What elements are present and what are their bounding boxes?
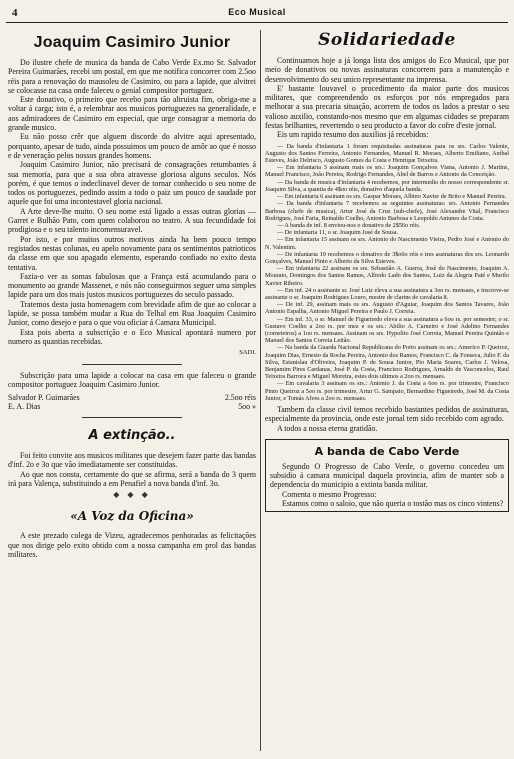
article-title-voz-oficina: «A Voz da Oficina»: [70, 509, 194, 524]
paragraph: Eu não posso crêr que alguem discorde do alvitre aqui apresentado, porquanto, apesar de tudo, ainda possuimos um pouco de amôr ao que é nosso e de veneração pelos nossos grandes homens.: [8, 132, 256, 160]
cabo-verde-box: [265, 439, 509, 512]
paragraph: Ao que nos consta, certamente do que se afirma, será a banda do 3 quem irá para Valença, substituindo a em Penafiel a nova banda d'inf. 3o.: [8, 469, 256, 488]
paragraph: Foi feito convite aos musicos militares que desejem fazer parte das bandas d'inf. 2o e 3o que vão imediatamente ser constituidas.: [8, 451, 256, 470]
list-item: — A banda de inf. 8 enviou-nos o donativo de 2$56o réis.: [277, 221, 421, 229]
list-item: — De infantaria 19 recebemos o donativo de 3$o6o réis e tres assinaturas dos srs. Leonardo Gonçalves, Manuel Pinto e Alberto da Silva Esteves.: [265, 250, 509, 265]
list-item: — Em infantaria 22 assinam os srs. Sebastião A. Guerra, José do Nascimento, Joaquim A. Mourato, Domingos dos Santos Ramos, Alfredo Lado dos Santos, Luiz da Alegria Paté e Murilo Xavier Ribeiro.: [265, 265, 509, 287]
left-column: [8, 28, 256, 753]
list-item: — Na banda da Guarda Nacional Republicana do Porto assinam os srs.: Americo P. Queiroz, Joaquim Dias, Ernesto da Rocha Pereira, Antonio dos Ramos, Francisco C. da Fonseca, Julio F. da Silva, Estanislau d'Oliveira, Joaquim P. de Sousa Junior, Pio Maria Soares, Carlos J. Velosa, Benjamim Pires Cardanas, José P. da Costa, Francisco Rodrigues, Arnaldo de Vasconcelos, Raul Teixeira Barroca e Miguel Moreira, estes dois ultimos a 2oo rs. mensaes.: [265, 344, 509, 381]
publication-name: Eco Musical: [228, 7, 286, 17]
paragraph: Segundo O Progresso de Cabo Verde, o governo concedeu um subsidio á camara municipal daquela provincia, afim de manter sob a dependencia do municipio a extinta banda militar.: [270, 461, 504, 490]
article-title-casimiro: Joaquim Casimiro Junior: [33, 34, 231, 51]
separator-rule: [82, 364, 181, 365]
paragraph: Tratemos desta justa homenagem com brevidade afim de que ao colocar a lapide, se possa também mudar a Rua do Telhal em Rua Joaquim Casimiro Junior, como desejo e para o que vou oficiar á Camara Municipal.: [8, 299, 256, 328]
list-item: — Da banda de musica d'infantaria 4 recebemos, por intermedio do nosso correspondente sr. Joaquim Silva, a quantia de 4$oo réis, donativo d'aquela banda.: [265, 178, 509, 193]
signature: SADI.: [239, 349, 256, 357]
article-title-solidariedade: Solidariedade: [318, 30, 456, 50]
donor-amount: 2.5oo réis: [224, 393, 256, 403]
list-item: — Em inf. 24 o assinante sr. José Luiz eleva a sua assinatura a 3oo rs. mensaes, e inscreve-se assinante o sr. Joaquim Rodrigues Louro, mestre de clarins de cavalaria 8.: [265, 286, 509, 301]
subscription-list: [8, 371, 256, 412]
paragraph: Fazia-o ver as somas fabulosas que a França está acumulando para o monumento ao grande Massenet, e nós não conseguirmos seguer uma simples lapide para um dos mais justos musicos portuguezes do seculo passado.: [8, 271, 256, 300]
column-divider: [260, 30, 261, 751]
page-header: [6, 4, 508, 23]
list-item: — Em cavalaria 3 assinam os srs.: Antonio J. da Costa a 6oo rs. por trimestre, Francisco Pinto Queiroz a 5oo rs. por trimestre, Artur G. Sampaio, Bernardino Figueiredo, José M. da Costa Junior, e Tomás Alves a 2oo rs. mensaes.: [265, 380, 509, 402]
paragraph: Estamos como o saloio, que não queria o tostão mas os cinco vintens?: [282, 499, 504, 509]
table-row: [8, 402, 256, 411]
donor-name: E. A. Dias: [8, 402, 41, 412]
list-item: — De inf. 29, assinam mais os srs. Augusto d'Aguiar, Joaquim dos Santos Tavares, João Antonio Espalha, Antonio Miguel Pereira e Paulo J. Correia.: [265, 301, 509, 316]
ornament-divider: ◆ ◆ ◆: [113, 490, 151, 500]
list-item: — Em inf. 33, o sr. Manuel de Figueiredo eleva a sua assinatura a 6oo rs. por semestre; o sr. Gustavo Coelho a 2oo rs. por mez e os srs.: Abilio A. Carneiro e José Adelino Fernandes (corneteiros) a 1oo rs. mensaes. Assinam os srs. Hypolito José Correia, Manuel Pereira Quintão e Manuel dos Santos Correia Leitão.: [265, 315, 509, 345]
table-row: [8, 393, 256, 402]
list-item: — Em infantaria 15 assinam os srs. Antonio do Nascimento Vieira, Pedro José e Antonio do N. Valentim.: [265, 236, 509, 251]
paragraph: A todos a nossa eterna gratidão.: [277, 423, 378, 433]
donor-amount: 5oo »: [238, 402, 256, 412]
paragraph: E' bastante louvavel o procedimento da maior parte dos musicos militares, que compreendendo os esforços por nós empregados para melhorar a sua precaria situação, acorrem de todos os lados a prestar o seu valioso auxilio, constando-nos mesmo que em algumas cidades se preparam festas brilhantes, revertendo o seu producto a favor do cofre d'este jornal.: [265, 83, 509, 131]
paragraph: Por isto, e por muitos outros motivos ainda ha bem pouco tempo registados nestas colunas, eu apelo novamente para os sentimentos patrioticos da classe em que sou apagado elemento, esperando confiado no exito desta tentativa.: [8, 234, 256, 272]
right-column: [265, 28, 509, 753]
donor-name: Salvador P. Guimarães: [8, 393, 80, 403]
paragraph: A Arte deve-lhe muito. O seu nome está ligado a essas outras glorias — Garret e Bulhão Pato, com quem colaborou no teatro. A sua fecundidade foi prodigiosa e o seu talento incomensuravel.: [8, 206, 256, 235]
donation-list: [265, 143, 509, 402]
list-item: — Em infantaria 6 assinam os srs. Gaspar Moraes, Albino Xavier de Brito e Manuel Pereira.: [277, 193, 507, 201]
list-item: — Em infantaria 3 assinam mais os srs.: Joaquim Gonçalves Viana, Antonio J. Martins, Manuel Francisco, João Pereira, Rodrigo Fernandes, Abel de Barros e Antonio da Conceição.: [265, 164, 509, 179]
subscription-table: [8, 393, 256, 411]
subscription-intro: Subscrição para uma lapide a colocar na casa em que faleceu o grande compositor portuguez Joaquim Casimiro Junior.: [8, 370, 256, 389]
separator-rule: [82, 417, 181, 418]
list-item: — De infantaria 11, o sr. Joaquim José de Sousa.: [277, 229, 399, 237]
paragraph: Tambem da classe civil temos recebido bastantes pedidos de assinaturas, especialmente da provincia, onde este jornal tem sido recebido com agrado.: [265, 404, 509, 424]
list-item: — Da banda d'infantaria 1 foram requisitadas assinaturas para os srs. Carlos Valente, Augusto dos Santos Ferreira, Antonio Fernandes, Manuel R. Moraes, Alberto Emiliano, Aníbal Esteves, João Delrisco, Augusto Gomes da Costa e Henrique Teixeira.: [265, 142, 509, 165]
list-item: — Da banda d'infantaria 7 recebemos as seguintes assinaturas: srs. Antonio Fernandes Barbosa (chefe de musica), Artur José da Cruz (sub-chefe), José Alexandre Vital, Francisco Rodrigues, José Faria, Reinaldo Coelho, Antonio Barbosa e Leopoldo Antunes da Costa.: [265, 200, 509, 222]
paragraph: Do ilustre chefe de musica da banda de Cabo Verde Ex.mo Sr. Salvador Pereira Guimarães, recebi um postal, em que me notifica concorrer com 2.5oo réis para a renovação do mausoleu de Casimiro, ou para a lapide, que alvitrei se colocasse na casa onde faleceu o genial compositor portuguez.: [8, 58, 256, 95]
paragraph: A este prezado colega de Vizeu, agradecemos penhoradas as felicitações que nos dirige pelo exito obtido com a nossa campanha em prol das bandas militares.: [8, 531, 256, 559]
article-body-casimiro: [8, 58, 256, 358]
article-title-extincao: A extinção..: [88, 428, 176, 444]
article-title-cabo-verde: A banda de Cabo Verde: [314, 444, 460, 458]
page-number: 4: [12, 7, 18, 19]
paragraph: Esta pois aberta a subscrição e o Eco Musical apontará numero por numero as quantias recebidas.: [8, 327, 256, 346]
paragraph: Continuamos hoje a já longa lista dos amigos do Eco Musical, que por meio de donativos ou novas assinaturas concorrem para a manutenção e desenvolvimento do seu unico representante na imprensa.: [265, 56, 509, 84]
paragraph: Eis um rapido resumo dos auxilios já recebidos:: [277, 130, 429, 140]
paragraph: Este donativo, o primeiro que recebo para tão altruista fim, obriga-me a voltar á carga; isto é, a relembrar aos musicos portuguezes na generalidade, e aos admiradores de Casimiro em especial, que urge consagrar a memoria do grande musico.: [8, 95, 256, 133]
paragraph: Joaquim Casimiro Junior, não precisará de consagrações retumbantes á sua memoria, para que a sua obra atravesse gloriosa alguns seculos. Nós porém, é que temos o indeclinavel dever de tornar conhecido o seu nome de todos os portuguezes, pedindo assim a todo o paiz um pouco de saudade por aquele que foi uma incontestavel gloria nacional.: [8, 160, 256, 207]
paragraph: Comenta o mesmo Progresso:: [282, 489, 377, 499]
